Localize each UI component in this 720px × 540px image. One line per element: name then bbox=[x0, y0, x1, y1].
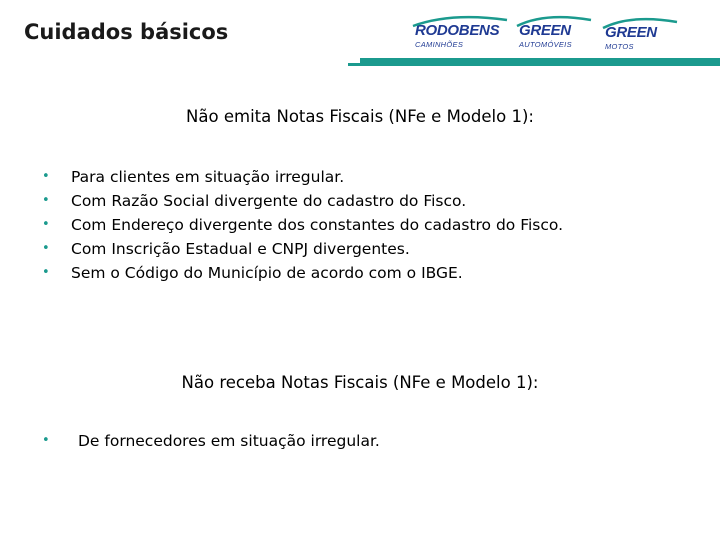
rodobens-sub: CAMINHÕES bbox=[415, 40, 464, 49]
list-item-text: Para clientes em situação irregular. bbox=[71, 168, 345, 186]
green-motos-logo bbox=[605, 24, 657, 51]
brand-logos bbox=[405, 12, 705, 54]
list-item-text: Com Endereço divergente dos constantes do cadastro do Fisco. bbox=[71, 216, 564, 234]
bullet-icon: • bbox=[42, 169, 50, 184]
rodobens-name: RODOBENS bbox=[415, 22, 500, 39]
green-automoveis-logo bbox=[519, 22, 572, 49]
list-item bbox=[42, 165, 682, 189]
section1-heading: Não emita Notas Fiscais (NFe e Modelo 1): bbox=[186, 107, 534, 126]
list-item bbox=[42, 237, 682, 261]
list-item-text: Com Inscrição Estadual e CNPJ divergentes. bbox=[71, 240, 410, 258]
section2-heading: Não receba Notas Fiscais (NFe e Modelo 1): bbox=[181, 373, 539, 392]
section2-list bbox=[42, 429, 682, 453]
green-automoveis-name: GREEN bbox=[519, 22, 571, 39]
section1-list bbox=[42, 165, 682, 285]
rodobens-logo bbox=[415, 22, 499, 49]
green-motos-sub: MOTOS bbox=[605, 42, 634, 51]
slide-title: Cuidados básicos bbox=[24, 20, 229, 44]
green-motos-swoosh-icon bbox=[601, 16, 681, 30]
bullet-icon: • bbox=[42, 265, 50, 280]
list-item bbox=[42, 261, 682, 285]
green-automoveis-swoosh-icon bbox=[515, 14, 595, 28]
header-accent-line bbox=[348, 63, 720, 66]
list-item-text: Sem o Código do Município de acordo com o IBGE. bbox=[71, 264, 463, 282]
green-automoveis-sub: AUTOMÓVEIS bbox=[519, 40, 572, 49]
bullet-icon: • bbox=[42, 217, 50, 232]
list-item-text: Com Razão Social divergente do cadastro do Fisco. bbox=[71, 192, 467, 210]
bullet-icon: • bbox=[42, 193, 50, 208]
green-motos-name: GREEN bbox=[605, 24, 657, 41]
list-item bbox=[42, 429, 682, 453]
list-item bbox=[42, 213, 682, 237]
bullet-icon: • bbox=[42, 241, 50, 256]
list-item-text: De fornecedores em situação irregular. bbox=[78, 432, 380, 450]
list-item bbox=[42, 189, 682, 213]
rodobens-swoosh-icon bbox=[411, 14, 511, 28]
bullet-icon: • bbox=[42, 433, 50, 448]
